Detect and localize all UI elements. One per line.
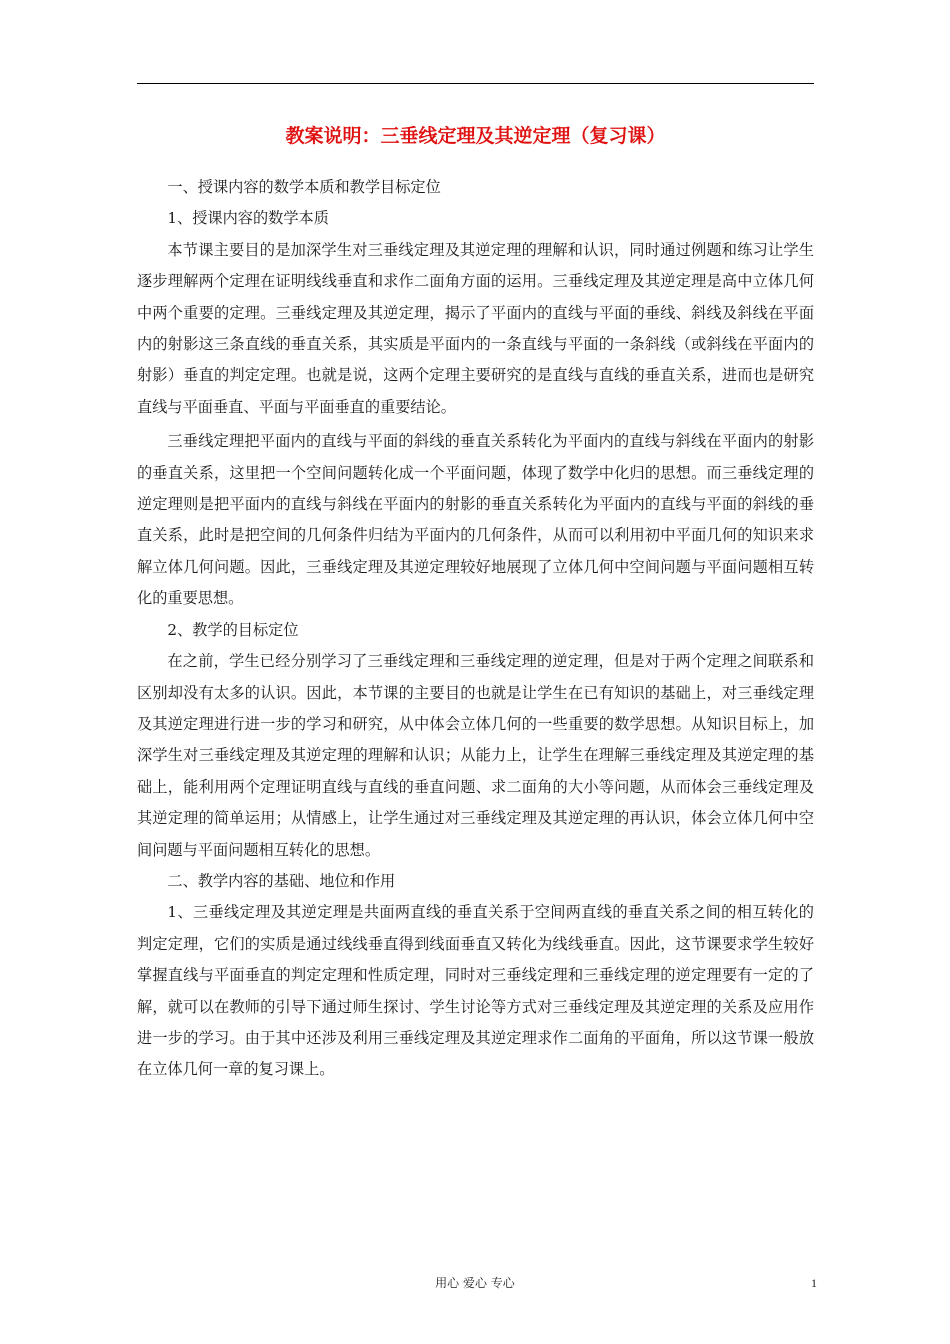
subsection-heading: 1、授课内容的数学本质 — [167, 209, 329, 228]
body-paragraph: 三垂线定理把平面内的直线与平面的斜线的垂直关系转化为平面内的直线与斜线在平面内的射影的垂直关系，这里把一个空间问题转化成一个平面问题，体现了数学中化归的思想。而三垂线定理的逆定理则是把平面内的直线与斜线在平面内的射影的垂直关系转化为平面内的直线与平面的斜线的垂直关系，此时是把空间的几何条件归结为平面内的几何条件，从而可以利用初中平面几何的知识来求解立体几何问题。因此，三垂线定理及其逆定理较好地展现了立体几何中空间问题与平面问题相互转化的重要思想。 — [137, 432, 814, 608]
document-body — [137, 172, 814, 1086]
document-title: 教案说明：三垂线定理及其逆定理（复习课） — [285, 125, 666, 147]
page-footer — [0, 1273, 950, 1293]
section-heading: 一、授课内容的数学本质和教学目标定位 — [167, 178, 441, 196]
body-paragraph: 在之前，学生已经分别学习了三垂线定理和三垂线定理的逆定理，但是对于两个定理之间联系和区别却没有太多的认识。因此，本节课的主要目的也就是让学生在已有知识的基础上，对三垂线定理及其逆定理进行进一步的学习和研究，从中体会立体几何的一些重要的数学思想。从知识目标上，加深学生对三垂线定理及其逆定理的理解和认识；从能力上，让学生在理解三垂线定理及其逆定理的基础上，能利用两个定理证明直线与直线的垂直问题、求二面角的大小等问题，从而体会三垂线定理及其逆定理的简单运用；从情感上，让学生通过对三垂线定理及其逆定理的再认识，体会立体几何中空间问题与平面问题相互转化的思想。 — [137, 652, 814, 859]
section-heading: 二、教学内容的基础、地位和作用 — [167, 871, 396, 890]
body-paragraph: 1、三垂线定理及其逆定理是共面两直线的垂直关系于空间两直线的垂直关系之间的相互转化的判定定理，它们的实质是通过线线垂直得到线面垂直又转化为线线垂直。因此，这节课要求学生较好掌握直线与平面垂直的判定定理和性质定理，同时对三垂线定理和三垂线定理的逆定理要有一定的了解，就可以在教师的引导下通过师生探讨、学生讨论等方式对三垂线定理及其逆定理的关系及应用作进一步的学习。由于其中还涉及利用三垂线定理及其逆定理求作二面角的平面角，所以这节课一般放在立体几何一章的复习课上。 — [137, 903, 814, 1079]
page-number: 1 — [811, 1276, 817, 1290]
body-paragraph: 本节课主要目的是加深学生对三垂线定理及其逆定理的理解和认识，同时通过例题和练习让学生逐步理解两个定理在证明线线垂直和求作二面角方面的运用。三垂线定理及其逆定理是高中立体几何中两个重要的定理。三垂线定理及其逆定理，揭示了平面内的直线与平面的垂线、斜线及斜线在平面内的射影这三条直线的垂直关系，其实质是平面内的一条直线与平面的一条斜线（或斜线在平面内的射影）垂直的判定定理。也就是说，这两个定理主要研究的是直线与直线的垂直关系，进而也是研究直线与平面垂直、平面与平面垂直的重要结论。 — [137, 240, 814, 416]
subsection-heading: 2、教学的目标定位 — [167, 620, 299, 639]
header-rule — [137, 83, 814, 84]
footer-motto: 用心 爱心 专心 — [435, 1276, 515, 1290]
